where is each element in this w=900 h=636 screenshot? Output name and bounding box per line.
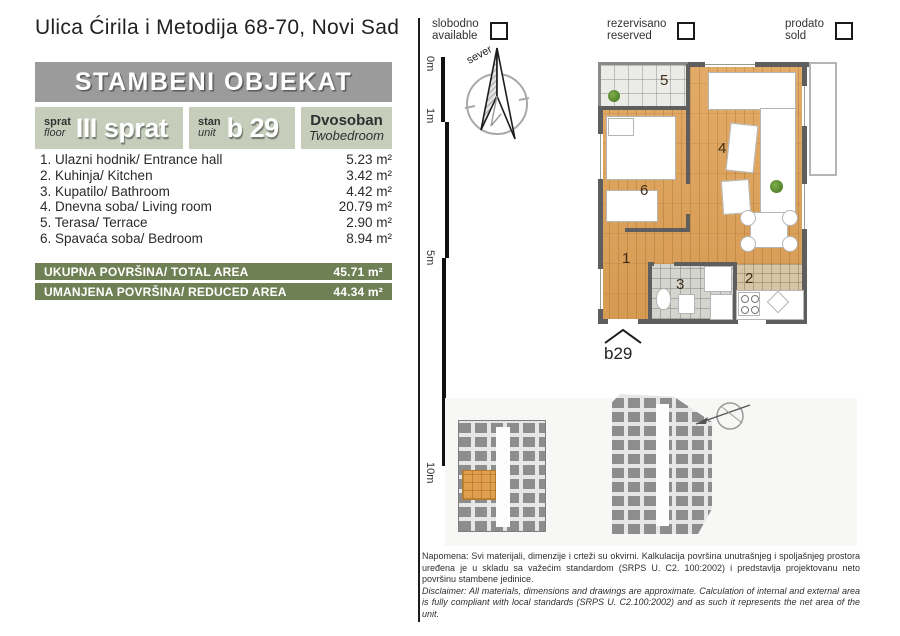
room-name: 4. Dnevna soba/ Living room <box>40 199 212 215</box>
room-row <box>40 215 392 231</box>
room-name: 2. Kuhinja/ Kitchen <box>40 167 153 183</box>
chair <box>740 236 756 252</box>
site-compass-icon <box>692 395 754 435</box>
legend-available-labels <box>432 19 479 42</box>
room-number-2: 2 <box>745 270 754 287</box>
legend-sold <box>785 19 853 42</box>
legend-reserved-sr: rezervisano <box>607 18 667 30</box>
legend-available <box>432 19 508 42</box>
reduced-area-label: UMANJENA POVRŠINA/ REDUCED AREA <box>44 284 287 299</box>
window <box>802 184 807 229</box>
floor-value: III sprat <box>75 112 168 143</box>
burner <box>751 295 759 303</box>
room-row <box>40 152 392 168</box>
window <box>598 134 603 179</box>
legend-reserved-labels <box>607 19 666 42</box>
window <box>598 269 603 309</box>
room-name: 3. Kupatilo/ Bathroom <box>40 183 170 199</box>
type-info-box <box>301 107 392 149</box>
floor-label-sr: sprat <box>44 116 71 128</box>
sold-checkbox[interactable] <box>835 22 853 40</box>
wall <box>625 228 688 232</box>
floor-plan <box>600 64 807 324</box>
toilet <box>656 288 671 310</box>
window <box>802 86 807 126</box>
floor-labels <box>44 117 71 139</box>
vertical-divider <box>418 18 420 622</box>
burner <box>751 306 759 314</box>
address: Ulica Ćirila i Metodija 68-70, Novi Sad <box>35 16 400 39</box>
building-title <box>35 62 392 102</box>
room-number-6: 6 <box>640 182 649 199</box>
total-area-bar <box>35 263 392 280</box>
room-number-3: 3 <box>676 276 685 293</box>
window <box>705 62 755 67</box>
plant <box>770 180 783 193</box>
room-row <box>40 184 392 200</box>
compass-north-label: sever <box>464 43 495 67</box>
entrance-arrow-icon <box>602 327 644 345</box>
scalebar-label-0m: 0m <box>424 56 436 72</box>
room-number-4: 4 <box>718 140 727 157</box>
room-area: 2.90 m² <box>346 215 392 231</box>
room-number-5: 5 <box>660 72 669 89</box>
reduced-area-bar <box>35 283 392 300</box>
burner <box>741 306 749 314</box>
plant <box>608 90 620 102</box>
total-area-label: UKUPNA POVRŠINA/ TOTAL AREA <box>44 264 249 279</box>
floor-label-en: floor <box>44 127 66 139</box>
scalebar-label-5m: 5m <box>424 250 436 266</box>
total-area-value: 45.71 m² <box>333 264 383 279</box>
unit-label-sr: stan <box>198 116 221 128</box>
scalebar-label-1m: 1m <box>424 108 436 124</box>
sofa <box>708 72 796 110</box>
coffee-table <box>726 123 759 174</box>
room-row <box>40 168 392 184</box>
room-area: 4.42 m² <box>346 183 392 199</box>
unit-info-box <box>189 107 295 149</box>
floor-info-box <box>35 107 183 149</box>
room-row <box>40 199 392 215</box>
type-en: Twobedroom <box>309 128 384 143</box>
highlighted-unit[interactable] <box>462 470 496 500</box>
building-title-text: STAMBENI OBJEKAT <box>74 67 353 96</box>
scalebar-segment <box>441 57 445 122</box>
burner <box>741 295 749 303</box>
entrance-opening <box>608 319 638 324</box>
wall <box>598 62 601 108</box>
wall <box>648 262 652 322</box>
room-number-1: 1 <box>622 250 631 267</box>
wardrobe <box>606 190 658 222</box>
unit-label-en: unit <box>198 127 216 139</box>
room-area: 8.94 m² <box>346 230 392 246</box>
corridor <box>656 404 669 526</box>
available-checkbox[interactable] <box>490 22 508 40</box>
wall <box>598 62 690 65</box>
legend-sold-labels <box>785 19 824 42</box>
scalebar-label-10m: 10m <box>424 462 436 484</box>
chair <box>782 236 798 252</box>
disclaimer <box>422 551 860 621</box>
scalebar-segment <box>445 122 449 258</box>
type-sr: Dvosoban <box>310 112 383 129</box>
sofa <box>760 108 796 213</box>
reduced-area-value: 44.34 m² <box>333 284 383 299</box>
legend-reserved-en: reserved <box>607 29 652 42</box>
bathtub <box>704 266 732 292</box>
chair <box>782 210 798 226</box>
room-area: 20.79 m² <box>338 199 392 215</box>
disclaimer-sr: Napomena: Svi materijali, dimenzije i crteži su okvirni. Kalkulacija površina unutrašnjeg i spoljašnjeg prostora uređena je u skladu sa važećim standardom (SRPS U. C2. 100:2002) i predstavlja projektovanu neto površinu stambene jedinice. <box>422 551 860 585</box>
legend-available-sr: slobodno <box>432 18 479 30</box>
disclaimer-en: Disclaimer: All materials, dimensions and drawings are approximate. Calculation of internal and external area is fully compliant with local standards (SRPS U. C2.100:2002) and as such it represents the net area of the unit. <box>422 585 860 619</box>
legend-sold-en: sold <box>785 29 807 42</box>
bathroom-sink <box>678 294 695 314</box>
compass-icon <box>455 42 537 142</box>
legend-sold-sr: prodato <box>785 18 825 30</box>
room-area: 5.23 m² <box>346 152 392 167</box>
unit-value: b 29 <box>226 112 279 143</box>
unit-labels <box>198 117 221 139</box>
reserved-checkbox[interactable] <box>677 22 695 40</box>
wall <box>600 106 690 110</box>
neighbor-balcony <box>809 62 837 176</box>
room-name: 5. Terasa/ Terrace <box>40 215 148 231</box>
room-row <box>40 231 392 247</box>
room-name: 6. Spavaća soba/ Bedroom <box>40 230 203 246</box>
corridor <box>496 427 510 527</box>
pillow <box>608 118 634 136</box>
room-name: 1. Ulazni hodnik/ Entrance hall <box>40 152 223 167</box>
legend-reserved <box>607 19 695 42</box>
wall <box>686 64 690 184</box>
shower <box>710 294 733 320</box>
chair <box>740 210 756 226</box>
room-list <box>40 152 392 247</box>
unit-tag: b29 <box>604 344 633 363</box>
legend-available-en: available <box>432 29 478 42</box>
room-area: 3.42 m² <box>346 167 392 183</box>
